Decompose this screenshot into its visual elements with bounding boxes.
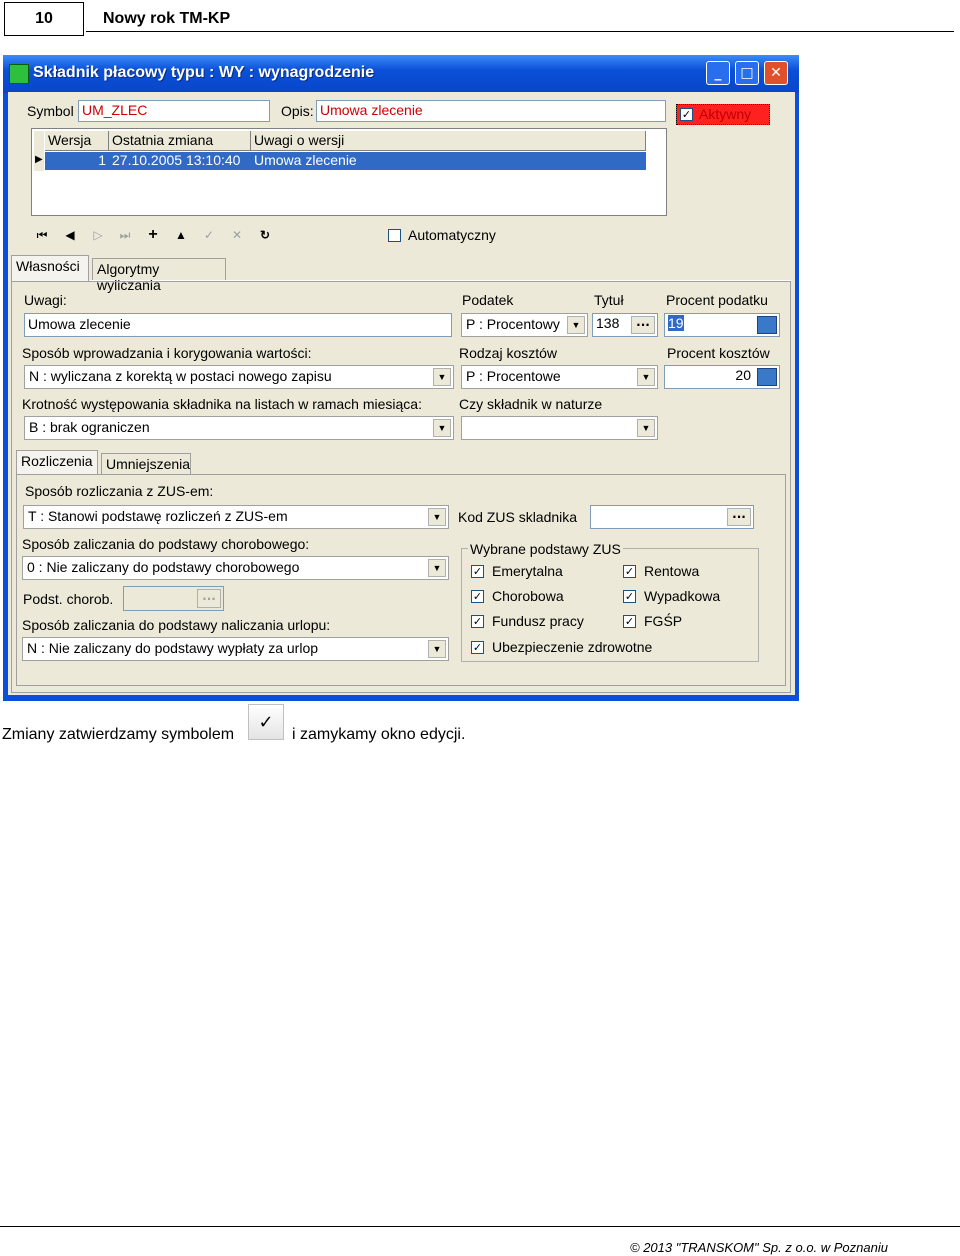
checkmark-icon: ✓ <box>248 704 284 740</box>
fgsp-checkbox[interactable]: ✓ <box>624 615 635 628</box>
minimize-button[interactable]: _ <box>706 61 730 85</box>
krotnosc-label: Krotność występowania składnika na listach w ramach miesiąca: <box>22 396 422 412</box>
calculator-icon[interactable] <box>757 316 777 334</box>
last-record-icon[interactable]: ⏭ <box>119 227 131 242</box>
chorobowa-checkbox[interactable]: ✓ <box>472 590 483 603</box>
window-title: Składnik płacowy typu : WY : wynagrodzenie <box>33 64 375 81</box>
procent-kosztow-label: Procent kosztów <box>667 345 770 361</box>
krotnosc-select[interactable] <box>24 416 454 440</box>
symbol-label: Symbol <box>27 103 74 119</box>
ubezpieczenie-label: Ubezpieczenie zdrowotne <box>492 639 653 655</box>
chevron-down-icon[interactable]: ▼ <box>637 419 655 437</box>
wypadkowa-checkbox[interactable]: ✓ <box>624 590 635 603</box>
footer-copyright: © 2013 "TRANSKOM" Sp. z o.o. w Poznaniu <box>630 1240 888 1255</box>
podst-chorob-label: Podst. chorob. <box>23 591 114 607</box>
natura-label: Czy składnik w naturze <box>459 396 603 412</box>
procent-kosztow-input[interactable] <box>664 365 780 389</box>
rodzaj-select[interactable] <box>461 365 658 389</box>
instruction-text-before: Zmiany zatwierdzamy symbolem <box>2 726 235 743</box>
add-record-icon[interactable]: + <box>148 226 158 243</box>
rentowa-checkbox[interactable]: ✓ <box>624 565 635 578</box>
refresh-icon[interactable]: ↻ <box>259 228 271 242</box>
calculator-icon[interactable] <box>757 368 777 386</box>
page-number: 10 <box>4 2 84 36</box>
cancel-record-icon[interactable]: ✕ <box>231 228 243 242</box>
zus-value: T : Stanowi podstawę rozliczeń z ZUS-em <box>28 508 288 524</box>
grid-header-ostatnia-zmiana[interactable]: Ostatnia zmiana <box>109 131 251 151</box>
automatic-label: Automatyczny <box>408 227 496 243</box>
podatek-value: P : Procentowy <box>466 316 560 332</box>
urlop-value: N : Nie zaliczany do podstawy wypłaty za urlop <box>27 640 319 656</box>
urlop-select[interactable] <box>22 637 449 661</box>
grid-header-uwagi[interactable]: Uwagi o wersji <box>251 131 646 151</box>
natura-select[interactable] <box>461 416 658 440</box>
procent-kosztow-value: 20 <box>735 367 751 383</box>
tytul-input[interactable] <box>592 313 658 337</box>
grid-cell-wersja[interactable]: 1 <box>45 152 109 170</box>
chorob-label: Sposób zaliczania do podstawy chorobowego: <box>22 536 310 552</box>
chevron-down-icon[interactable]: ▼ <box>567 316 585 334</box>
maximize-button[interactable]: □ <box>735 61 759 85</box>
sposob-value: N : wyliczana z korektą w postaci nowego zapisu <box>29 368 332 384</box>
row-pointer-icon: ▶ <box>35 154 43 165</box>
ubezpieczenie-checkbox[interactable]: ✓ <box>472 641 483 654</box>
rodzaj-value: P : Procentowe <box>466 368 561 384</box>
emerytalna-label: Emerytalna <box>492 563 563 579</box>
symbol-input[interactable]: UM_ZLEC <box>78 100 270 122</box>
tab-algorytmy[interactable]: Algorytmy wyliczania <box>92 258 226 280</box>
page-title: Nowy rok TM-KP <box>103 10 231 27</box>
uwagi-input[interactable]: Umowa zlecenie <box>24 313 452 337</box>
podatek-select[interactable] <box>461 313 588 337</box>
sposob-select[interactable] <box>24 365 454 389</box>
chorob-value: 0 : Nie zaliczany do podstawy chorobowego <box>27 559 300 575</box>
tytul-label: Tytuł <box>594 292 624 308</box>
prev-record-icon[interactable]: ◀ <box>65 228 75 242</box>
podatek-label: Podatek <box>462 292 514 308</box>
rentowa-label: Rentowa <box>644 563 700 579</box>
app-icon <box>9 64 29 84</box>
uwagi-label: Uwagi: <box>24 292 67 308</box>
zus-select[interactable] <box>23 505 449 529</box>
automatic-checkbox[interactable] <box>388 229 401 242</box>
wypadkowa-label: Wypadkowa <box>644 588 721 604</box>
footer-rule <box>0 1226 960 1227</box>
zus-label: Sposób rozliczania z ZUS-em: <box>25 483 214 499</box>
edit-record-icon[interactable]: ▲ <box>175 228 187 242</box>
chevron-down-icon[interactable]: ▼ <box>637 368 655 386</box>
ellipsis-icon[interactable]: ··· <box>197 589 221 608</box>
zus-group-title: Wybrane podstawy ZUS <box>470 541 621 557</box>
procent-podatku-label: Procent podatku <box>666 292 768 308</box>
tab-wlasnosci[interactable]: Własności <box>11 255 89 281</box>
grid-header-wersja[interactable]: Wersja <box>45 131 109 151</box>
grid-cell-zmiana[interactable]: 27.10.2005 13:10:40 <box>109 152 251 170</box>
procent-podatku-input[interactable] <box>664 313 780 337</box>
chevron-down-icon[interactable]: ▼ <box>428 508 446 526</box>
opis-label: Opis: <box>281 103 314 119</box>
fundusz-pracy-checkbox[interactable]: ✓ <box>472 615 483 628</box>
post-record-icon[interactable]: ✓ <box>203 228 215 242</box>
chevron-down-icon[interactable]: ▼ <box>428 559 446 577</box>
ellipsis-icon[interactable]: ··· <box>631 316 655 334</box>
tytul-value: 138 <box>596 315 620 331</box>
krotnosc-value: B : brak ograniczen <box>29 419 150 435</box>
grid-row-indicator <box>34 131 44 171</box>
next-record-icon[interactable]: ▷ <box>93 228 103 242</box>
fgsp-label: FGŚP <box>644 613 683 629</box>
tab-umniejszenia[interactable]: Umniejszenia <box>101 453 191 475</box>
tab-rozliczenia[interactable]: Rozliczenia <box>16 450 98 475</box>
active-label: Aktywny <box>699 106 752 122</box>
active-checkbox[interactable]: ✓ <box>681 108 692 121</box>
urlop-label: Sposób zaliczania do podstawy naliczania urlopu: <box>22 617 331 633</box>
fundusz-pracy-label: Fundusz pracy <box>492 613 584 629</box>
chorobowa-label: Chorobowa <box>492 588 564 604</box>
podst-chorob-input[interactable] <box>123 586 224 611</box>
kod-zus-label: Kod ZUS skladnika <box>458 509 578 525</box>
header-rule <box>86 31 954 32</box>
chevron-down-icon[interactable]: ▼ <box>433 419 451 437</box>
first-record-icon[interactable]: ⏮ <box>36 227 48 242</box>
sposob-label: Sposób wprowadzania i korygowania wartości: <box>22 345 312 361</box>
emerytalna-checkbox[interactable]: ✓ <box>472 565 483 578</box>
procent-podatku-value: 19 <box>668 315 684 331</box>
close-button[interactable]: ✕ <box>764 61 788 85</box>
chorob-select[interactable] <box>22 556 449 580</box>
kod-zus-input[interactable] <box>590 505 754 529</box>
instruction-text-after: i zamykamy okno edycji. <box>292 726 466 743</box>
opis-input[interactable]: Umowa zlecenie <box>316 100 666 122</box>
chevron-down-icon[interactable]: ▼ <box>428 640 446 658</box>
chevron-down-icon[interactable]: ▼ <box>433 368 451 386</box>
grid-cell-uwagi[interactable]: Umowa zlecenie <box>251 152 646 170</box>
rodzaj-label: Rodzaj kosztów <box>459 345 558 361</box>
active-checkbox-area[interactable] <box>676 104 770 125</box>
ellipsis-icon[interactable]: ··· <box>727 508 751 526</box>
